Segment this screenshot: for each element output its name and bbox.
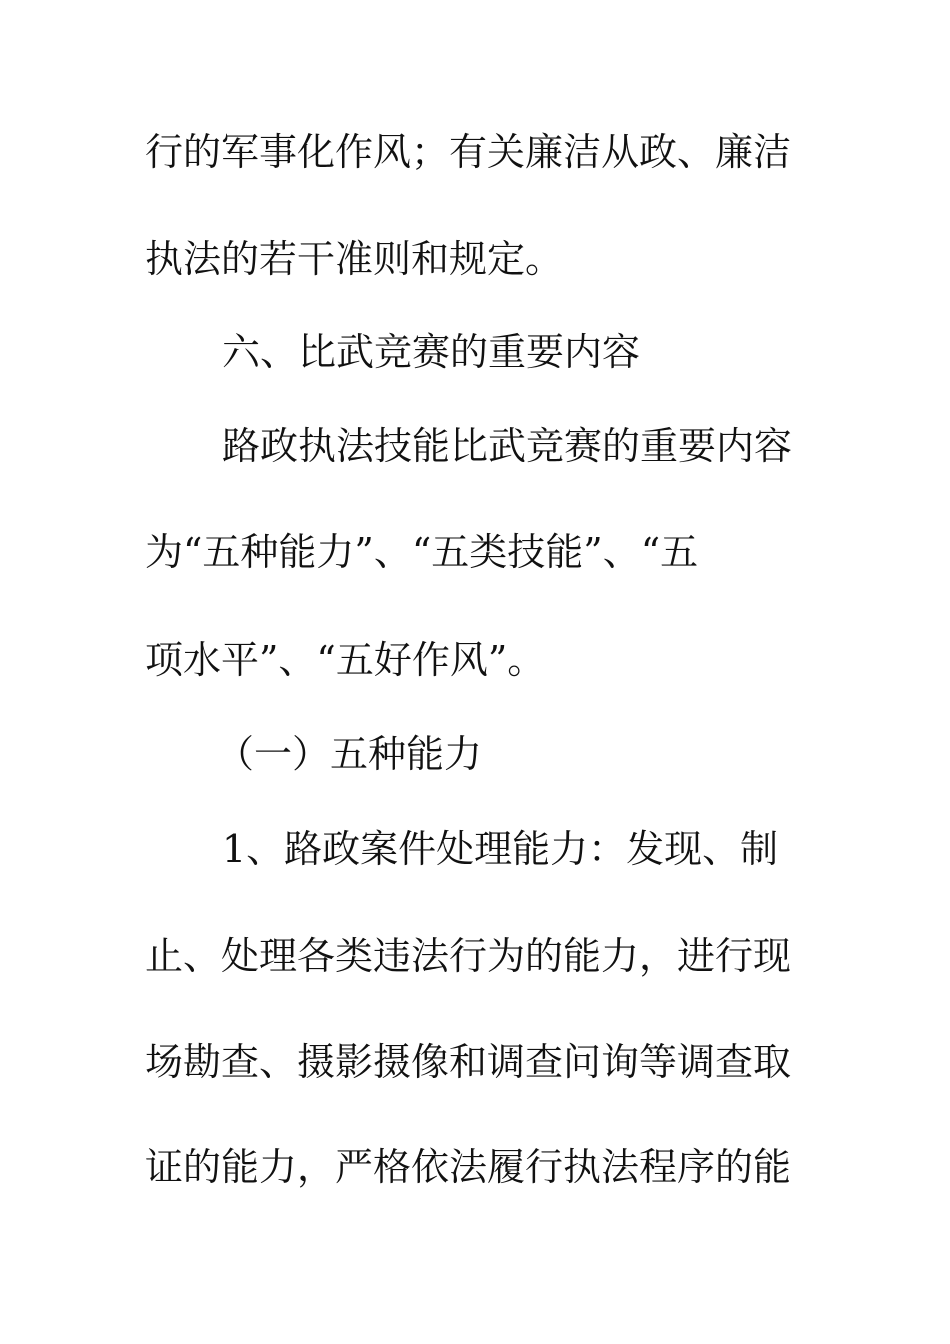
body-text-line: 项水平”、“五好作风”。 [145, 638, 546, 682]
subsection-heading: （一）五种能力 [216, 732, 483, 776]
body-text-line: 为“五种能力”、“五类技能”、“五 [145, 530, 699, 574]
body-text-line: 路政执法技能比武竞赛的重要内容 [222, 424, 793, 468]
section-heading: 六、比武竞赛的重要内容 [222, 330, 641, 374]
body-text-line: 场勘查、摄影摄像和调查问询等调查取 [145, 1040, 792, 1084]
body-text-line: 证的能力，严格依法履行执法程序的能 [145, 1145, 792, 1189]
body-text-line: 执法的若干准则和规定。 [145, 237, 564, 281]
body-text-line: 行的军事化作风；有关廉洁从政、廉洁 [145, 130, 792, 174]
body-text-line: 1、路政案件处理能力：发现、制 [222, 827, 779, 871]
body-text-line: 止、处理各类违法行为的能力，进行现 [145, 934, 792, 978]
